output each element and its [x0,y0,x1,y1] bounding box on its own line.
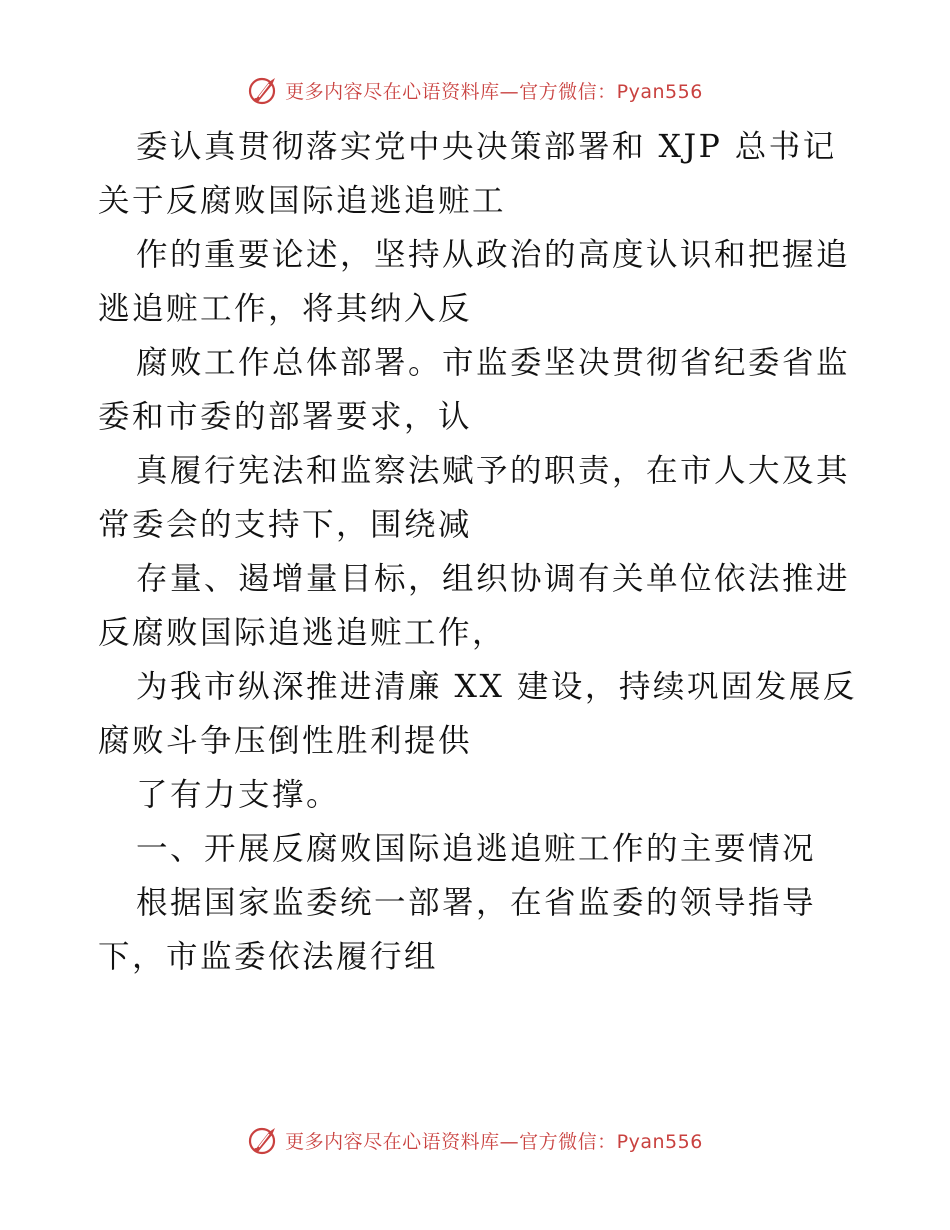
paragraph-line: 存量、遏增量目标，组织协调有关单位依法推进 [136,561,851,597]
paragraph-line: 腐败工作总体部署。市监委坚决贯彻省纪委省监 [136,345,851,381]
paragraph-line: 常委会的支持下，围绕减 [98,507,473,543]
paragraph-line: 委和市委的部署要求，认 [98,399,473,435]
paragraph-line: 逃追赃工作，将其纳入反 [98,291,473,327]
quill-pen-logo-icon [247,1123,281,1157]
paragraph-line: 作的重要论述，坚持从政治的高度认识和把握追 [136,237,851,273]
paragraph-line: 关于反腐败国际追逃追赃工 [98,183,507,219]
paragraph-line: 腐败斗争压倒性胜利提供 [98,723,473,759]
paragraph-line: 下，市监委依法履行组 [98,939,439,975]
paragraph-line: 根据国家监委统一部署，在省监委的领导指导 [136,885,817,921]
paragraph-line: 委认真贯彻落实党中央决策部署和 XJP 总书记 [136,129,837,165]
header-watermark-text: 更多内容尽在心语资料库—官方微信：Pyan556 [285,80,703,103]
paragraph-line: 了有力支撑。 [136,777,341,813]
header-watermark [0,70,950,110]
paragraph-line: 反腐败国际追逃追赃工作， [98,615,507,651]
document-body [98,120,858,984]
paragraph-line: 真履行宪法和监察法赋予的职责，在市人大及其 [136,453,851,489]
footer-watermark-text: 更多内容尽在心语资料库—官方微信：Pyan556 [285,1130,703,1153]
quill-pen-logo-icon [247,73,281,107]
footer-watermark [0,1120,950,1160]
paragraph-line: 一、开展反腐败国际追逃追赃工作的主要情况 [136,831,817,867]
paragraph-line: 为我市纵深推进清廉 XX 建设，持续巩固发展反 [136,669,857,705]
